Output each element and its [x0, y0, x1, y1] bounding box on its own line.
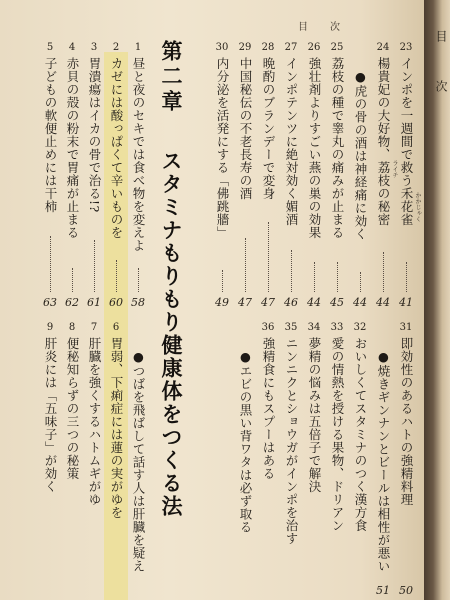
entry-number: 25 [330, 42, 344, 53]
entry-title: 胃弱、下痢症には蓮の実がゆを [109, 337, 124, 519]
toc-entry[interactable] [352, 322, 368, 532]
entry-number: 24 [376, 42, 390, 53]
entry-title: 内分泌を活発にする「佛跳牆」 [215, 57, 230, 239]
toc-entry[interactable] [375, 42, 398, 226]
entry-number: 30 [215, 42, 229, 53]
entry-number: 33 [330, 322, 344, 333]
entry-title: 晩酌のブランデーで変身 [261, 57, 276, 200]
entry-number: 1 [134, 42, 142, 53]
toc-entry[interactable] [108, 322, 124, 519]
entry-title: 肝炎には「五味子」が効く [43, 337, 58, 493]
entry-page-number: 44 [376, 296, 390, 309]
entry-page-number: 44 [353, 296, 367, 309]
entry-number: 31 [399, 322, 413, 333]
entry-title: 昼と夜のセキでは食べ物を変えよ [131, 57, 146, 252]
leader-dots [406, 262, 407, 292]
entry-title: カゼには酸っぱくて辛いものを [109, 57, 124, 239]
entry-title: 赤貝の殻の粉末で胃痛が止まる [65, 57, 80, 239]
toc-entry[interactable] [260, 322, 276, 480]
entry-number [128, 334, 148, 346]
gutter-char: 目 [434, 30, 448, 42]
toc-entry[interactable] [283, 322, 299, 545]
chapter-title: スタミナもりもり健康体をつくる法 [159, 150, 184, 518]
entry-page-number: 49 [215, 296, 229, 309]
chapter-heading [144, 40, 194, 580]
leader-dots [116, 260, 117, 292]
toc-entry[interactable] [398, 322, 414, 506]
entry-number [235, 334, 255, 346]
entry-number: 23 [399, 42, 413, 53]
toc-entry[interactable] [375, 334, 391, 573]
entry-number: 32 [353, 322, 367, 333]
toc-entry[interactable] [352, 54, 368, 241]
entry-title: インポテンツに絶対効く媚酒 [284, 57, 299, 226]
entry-title: 胃潰瘍はイカの骨で治る!? [87, 57, 102, 213]
toc-entry[interactable] [42, 42, 58, 213]
entry-title: 即効性のあるハトの強精料理 [399, 337, 414, 506]
leader-dots [383, 252, 384, 292]
entry-page-number: 51 [376, 584, 390, 597]
leader-dots [94, 240, 95, 292]
leader-dots [337, 262, 338, 292]
entry-number: 3 [90, 42, 98, 53]
toc-entry[interactable] [86, 42, 102, 213]
entry-title: インポを一週間で救う禾花雀 [399, 57, 414, 226]
toc-entry[interactable] [283, 42, 299, 226]
entry-number: 27 [284, 42, 298, 53]
entry-title: ●エビの黒い背ワタは必ず取る [238, 349, 253, 534]
entry-title: 夢精の悩みは五倍子で解決 [307, 337, 322, 493]
toc-entry[interactable] [237, 334, 253, 534]
entry-page-number: 41 [399, 296, 413, 309]
entry-title: おいしくてスタミナのつく漢方食 [353, 337, 368, 532]
entry-number [350, 54, 370, 66]
entry-page-number: 58 [131, 296, 145, 309]
entry-furigana: ライチ [391, 160, 398, 178]
entry-title: 中国秘伝の不老長寿の酒 [238, 57, 253, 200]
entry-title: 子どもの軟便止めには干柿 [43, 57, 58, 213]
entry-title: 強壮剤よりすごい燕の巣の効果 [307, 57, 322, 239]
toc-entry[interactable] [214, 42, 230, 239]
entry-page-number: 60 [109, 296, 123, 309]
leader-dots [291, 250, 292, 292]
toc-entry[interactable] [130, 42, 146, 252]
entry-page-number: 44 [307, 296, 321, 309]
entry-number: 9 [46, 322, 54, 333]
entry-title: 強精食にもスプーはある [261, 337, 276, 480]
leader-dots [268, 222, 269, 292]
entry-page-number: 47 [238, 296, 252, 309]
toc-entry[interactable] [329, 42, 345, 239]
toc-entry[interactable] [329, 322, 345, 532]
entry-page-number: 61 [87, 296, 101, 309]
entry-number: 8 [68, 322, 76, 333]
leader-dots [314, 262, 315, 292]
entry-page-number: 62 [65, 296, 79, 309]
entry-title: ●つばを飛ばして話す人は肝臓を疑え [131, 349, 146, 573]
entry-title: 愛の情熱を授ける果物、ドリアン [330, 337, 345, 532]
entry-title: 楊貴妃の大好物、荔枝の秘密 [376, 57, 391, 226]
entry-title: ニンニクとショウガがインポを治す [284, 337, 299, 545]
entry-furigana: かかじゃく [414, 192, 421, 222]
toc-entry[interactable] [398, 42, 421, 226]
leader-dots [360, 272, 361, 292]
gutter-char: 次 [434, 80, 448, 92]
entry-page-number: 46 [284, 296, 298, 309]
entry-number: 36 [261, 322, 275, 333]
entry-number: 26 [307, 42, 321, 53]
entry-title: ●焼きギンナンとビールは相性が悪い [376, 349, 391, 573]
entry-title: 便秘知らずの三つの秘策 [65, 337, 80, 480]
entry-number: 5 [46, 42, 54, 53]
entry-title: ●虎の骨の酒は神経痛に効く [353, 69, 368, 241]
entry-number: 6 [112, 322, 120, 333]
entry-title: 荔枝の種で睾丸の痛みが止まる [330, 57, 345, 239]
entry-number [373, 334, 393, 346]
leader-dots [245, 238, 246, 292]
entry-number: 2 [112, 42, 120, 53]
facing-page-gutter [424, 0, 450, 600]
entry-number: 28 [261, 42, 275, 53]
toc-entry[interactable] [306, 42, 322, 239]
entry-number: 35 [284, 322, 298, 333]
toc-entry[interactable] [64, 42, 80, 239]
toc-entry[interactable] [64, 322, 80, 480]
leader-dots [72, 268, 73, 292]
toc-entry[interactable] [108, 42, 124, 239]
entry-page-number: 45 [330, 296, 344, 309]
entry-number: 29 [238, 42, 252, 53]
entry-number: 7 [90, 322, 98, 333]
toc-entry[interactable] [42, 322, 58, 493]
entry-page-number: 50 [399, 584, 413, 597]
page-title: 目 次 [298, 22, 346, 33]
leader-dots [222, 270, 223, 292]
entry-number: 4 [68, 42, 76, 53]
toc-entry[interactable] [306, 322, 322, 493]
entry-page-number: 47 [261, 296, 275, 309]
chapter-number: 第二章 [159, 40, 184, 115]
toc-entry[interactable] [130, 334, 146, 573]
entry-title: 肝臓を強くするハトムギがゆ [87, 337, 102, 506]
entry-page-number: 63 [43, 296, 57, 309]
toc-entry[interactable] [260, 42, 276, 200]
entry-number: 34 [307, 322, 321, 333]
leader-dots [138, 268, 139, 292]
toc-entry[interactable] [86, 322, 102, 506]
toc-entry[interactable] [237, 42, 253, 200]
leader-dots [50, 236, 51, 292]
